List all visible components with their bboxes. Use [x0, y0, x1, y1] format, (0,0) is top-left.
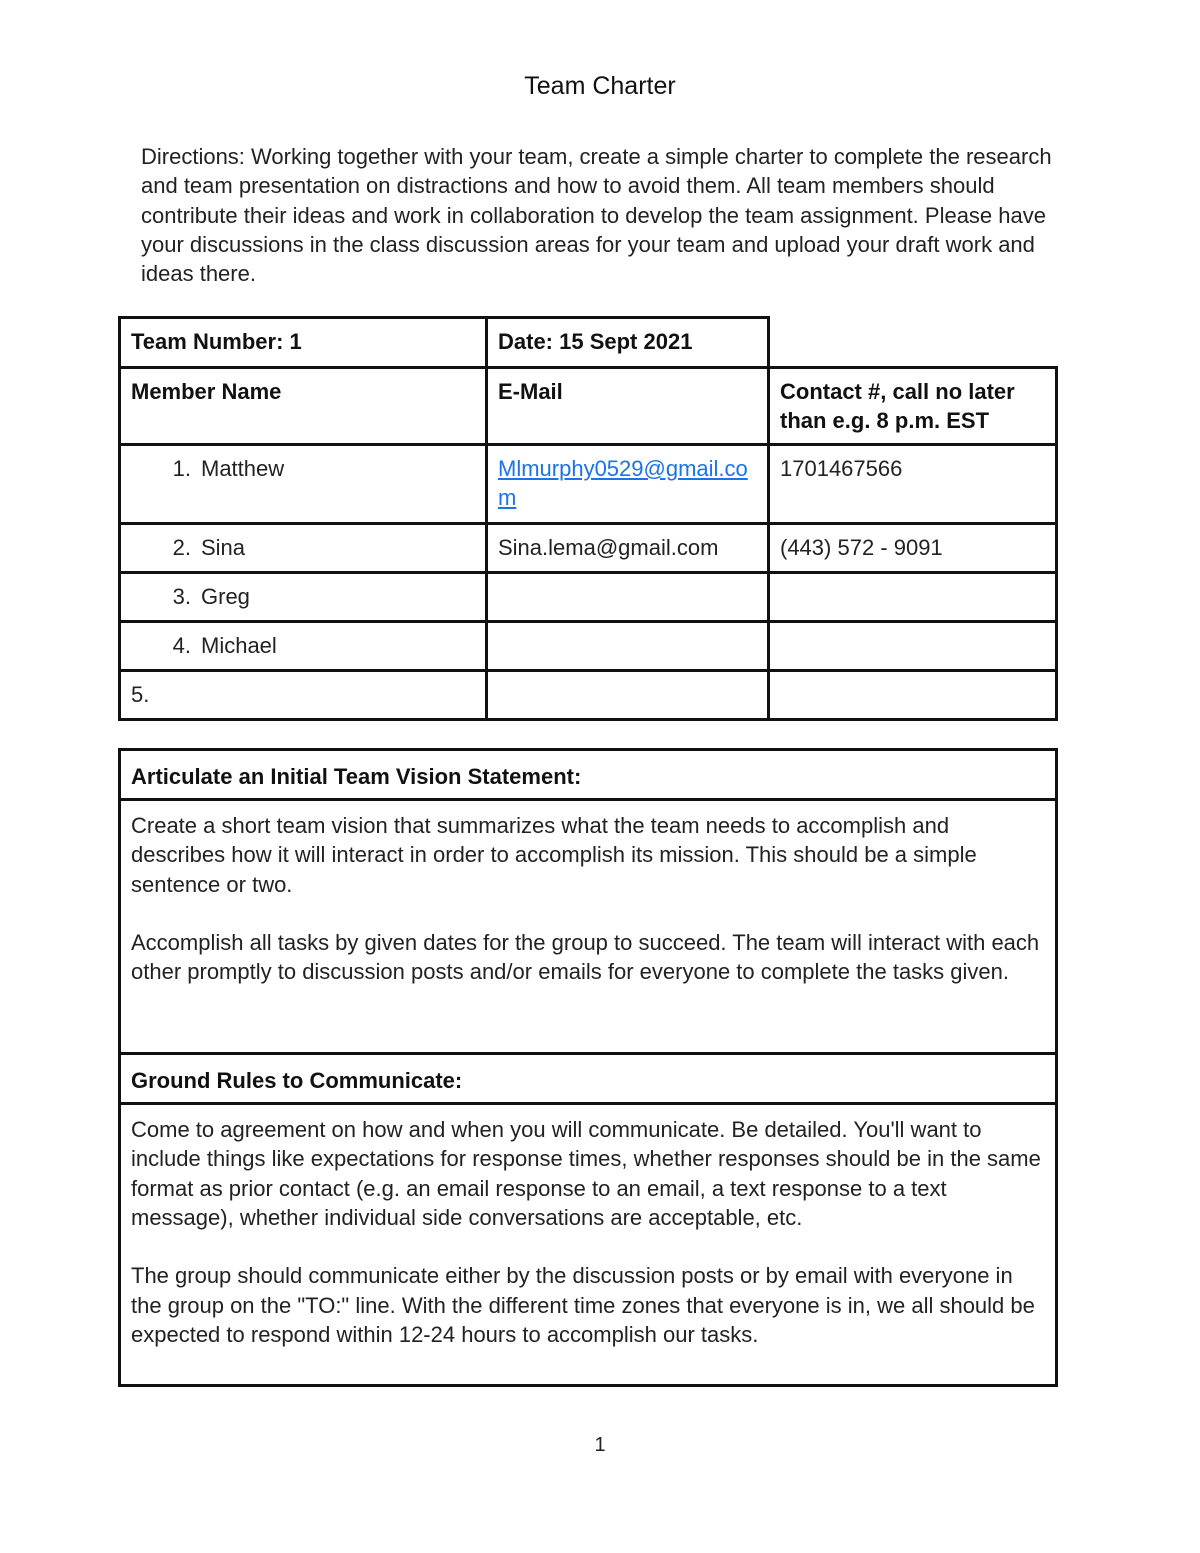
row-number: 1.: [172, 456, 191, 481]
member-name: Michael: [201, 633, 277, 658]
email-cell: [485, 620, 770, 672]
contact-cell: (443) 572 - 9091: [767, 522, 1058, 574]
team-number-cell: Team Number: 1: [118, 316, 488, 369]
date-cell: Date: 15 Sept 2021: [485, 316, 770, 369]
table-row-name: [118, 443, 488, 525]
row-number: 5.: [131, 682, 150, 707]
contact-cell: [767, 571, 1058, 623]
directions-text: Directions: Working together with your team, create a simple charter to complete the research and team presentation on distractions and how to avoid them. All team members should contribute their ideas and work in collaboration to develop the team assignment. Please have your discussions in the class discussion areas for your team and upload your draft work and ideas there.: [141, 144, 1052, 287]
member-name: Sina: [201, 535, 246, 560]
member-name: Greg: [201, 584, 250, 609]
email-cell: [485, 571, 770, 623]
header-contact: Contact #, call no later than e.g. 8 p.m. EST: [767, 366, 1058, 446]
contact-cell: [767, 669, 1058, 721]
contact-cell: 1701467566: [767, 443, 1058, 525]
table-row-name: [118, 571, 488, 623]
email-cell: [485, 443, 770, 525]
vision-answer: Accomplish all tasks by given dates for the group to succeed. The team will interact with each other promptly to discussion posts and/or emails for everyone to complete the tasks given.: [131, 930, 1040, 985]
table-row-name: [118, 669, 488, 721]
contact-cell: [767, 620, 1058, 672]
vision-heading: Articulate an Initial Team Vision Statement:: [118, 748, 1058, 801]
page-number: 1: [594, 1434, 606, 1456]
ground-rules-answer: The group should communicate either by the discussion posts or by email with everyone in the group on the "TO:" line. With the different time zones that everyone is in, we all should be expected to respond within 12-24 hours to accomplish our tasks.: [131, 1263, 1035, 1348]
ground-rules-heading: Ground Rules to Communicate:: [118, 1052, 1058, 1105]
email-link[interactable]: Mlmurphy0529@gmail.com: [498, 456, 748, 510]
header-email: E-Mail: [485, 366, 770, 446]
ground-rules-body: [118, 1102, 1058, 1387]
email-cell: Sina.lema@gmail.com: [485, 522, 770, 574]
header-member-name: Member Name: [118, 366, 488, 446]
table-row-name: [118, 522, 488, 574]
ground-rules-prompt: Come to agreement on how and when you will communicate. Be detailed. You'll want to include things like expectations for response times, whether responses should be in the same format as prior contact (e.g. an email response to an email, a text response to a text message), whether individual side conversations are acceptable, etc.: [131, 1117, 1041, 1230]
page-title: Team Charter: [524, 72, 676, 100]
member-name: Matthew: [201, 456, 285, 481]
row-number: 4.: [172, 633, 191, 658]
row-number: 3.: [172, 584, 191, 609]
email-cell: [485, 669, 770, 721]
vision-prompt: Create a short team vision that summarizes what the team needs to accomplish and describes how it will interact in order to accomplish its mission. This should be a simple sentence or two.: [131, 813, 977, 897]
table-row-name: [118, 620, 488, 672]
vision-body: [118, 798, 1058, 1055]
row-number: 2.: [172, 535, 191, 560]
